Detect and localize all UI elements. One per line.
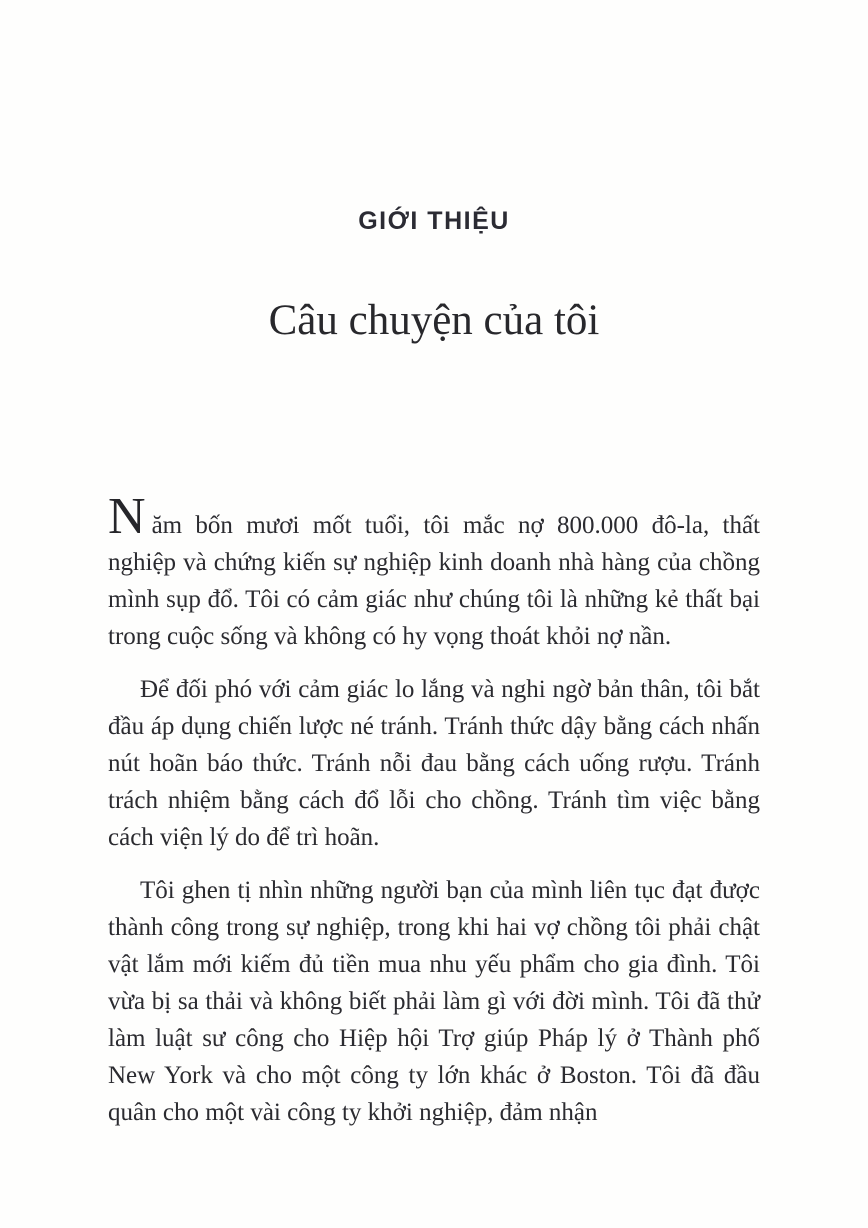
paragraph-1-text: ăm bốn mươi mốt tuổi, tôi mắc nợ 800.000 đô-la, thất nghiệp và chứng kiến sự nghiệp kinh doanh nhà hàng của chồng mình sụp đổ. Tôi có cảm giác như chúng tôi là những kẻ thất bại trong cuộc sống và không có hy vọng thoát khỏi nợ nần.	[108, 512, 760, 650]
chapter-body	[108, 488, 760, 1131]
paragraph-1	[108, 488, 760, 655]
drop-cap-letter: N	[108, 488, 146, 545]
paragraph-2: Để đối phó với cảm giác lo lắng và nghi ngờ bản thân, tôi bắt đầu áp dụng chiến lược né tránh. Tránh thức dậy bằng cách nhấn nút hoãn báo thức. Tránh nỗi đau bằng cách uống rượu. Tránh trách nhiệm bằng cách đổ lỗi cho chồng. Tránh tìm việc bằng cách viện lý do để trì hoãn.	[108, 676, 760, 851]
chapter-title: Câu chuyện của tôi	[268, 297, 600, 344]
chapter-header	[0, 0, 868, 347]
chapter-kicker: GIỚI THIỆU	[358, 207, 510, 235]
paragraph-3: Tôi ghen tị nhìn những người bạn của mình liên tục đạt được thành công trong sự nghiệp, trong khi hai vợ chồng tôi phải chật vật lắm mới kiếm đủ tiền mua nhu yếu phẩm cho gia đình. Tôi vừa bị sa thải và không biết phải làm gì với đời mình. Tôi đã thử làm luật sư công cho Hiệp hội Trợ giúp Pháp lý ở Thành phố New York và cho một công ty lớn khác ở Boston. Tôi đã đầu quân cho một vài công ty khởi nghiệp, đảm nhận	[108, 877, 760, 1126]
